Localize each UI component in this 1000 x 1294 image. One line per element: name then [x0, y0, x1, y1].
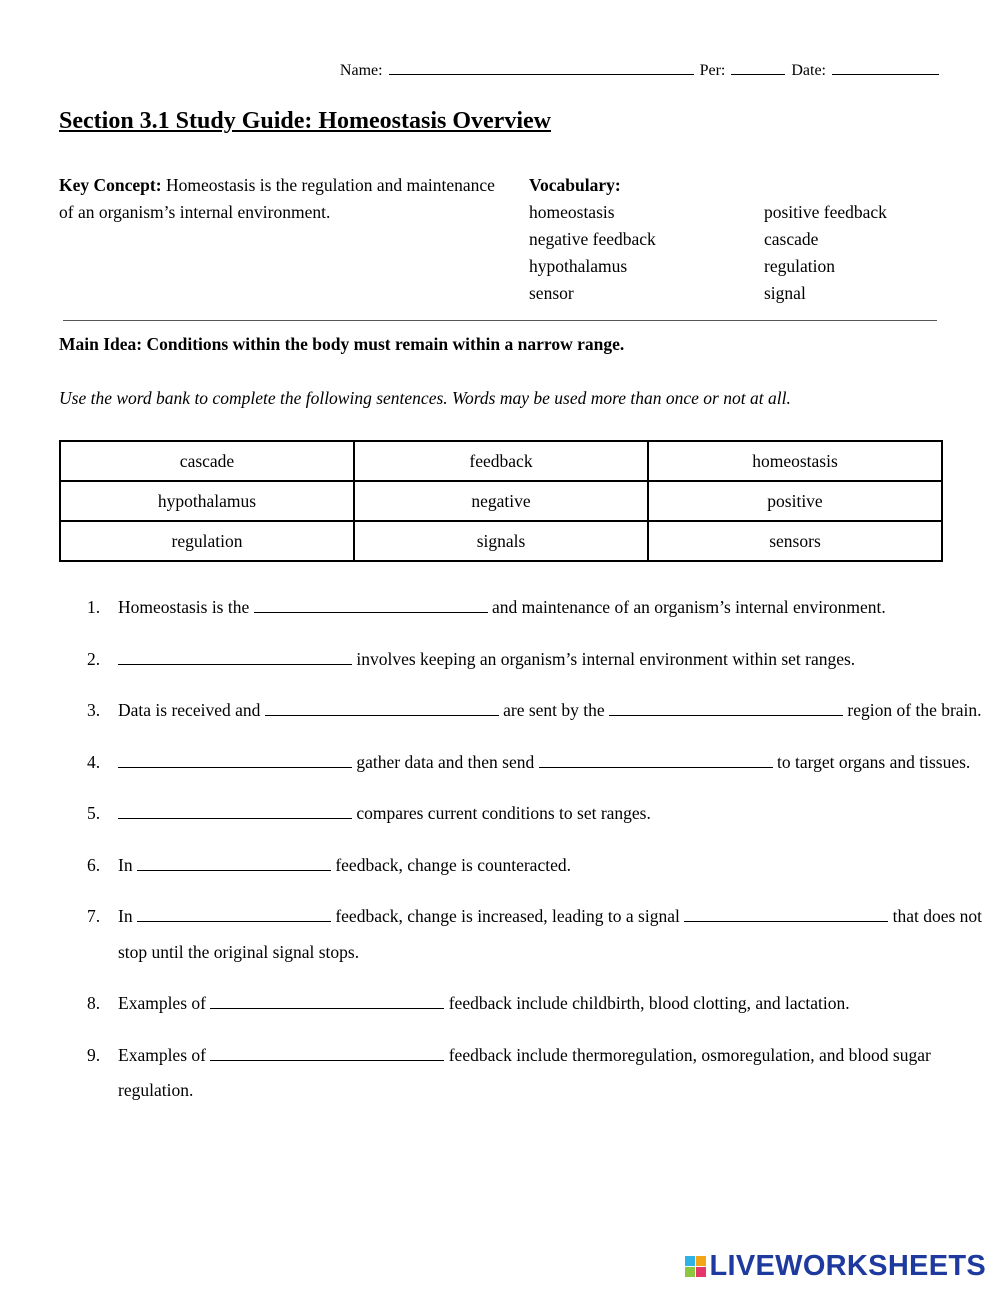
- logo-square-icon: [685, 1267, 695, 1277]
- question-text: Examples of: [118, 1044, 211, 1065]
- answer-blank[interactable]: [118, 644, 352, 665]
- question-number: 2.: [87, 648, 101, 669]
- answer-blank[interactable]: [539, 747, 773, 768]
- liveworksheets-logo: [685, 1250, 987, 1283]
- question-6: [59, 848, 949, 884]
- answer-blank[interactable]: [254, 592, 488, 613]
- date-field[interactable]: [832, 60, 939, 75]
- question-7: [59, 899, 1000, 970]
- vocab-term: sensor: [529, 283, 574, 303]
- page-title: Section 3.1 Study Guide: Homeostasis Overview: [59, 108, 551, 134]
- word-bank-cell: homeostasis: [648, 441, 942, 481]
- word-bank-cell: feedback: [354, 441, 648, 481]
- vocab-term: positive feedback: [764, 202, 887, 222]
- word-bank-cell: hypothalamus: [60, 481, 354, 521]
- word-bank-cell: regulation: [60, 521, 354, 561]
- question-text: feedback, change is increased, leading to a signal: [330, 906, 685, 926]
- answer-blank[interactable]: [684, 901, 888, 922]
- question-text: feedback include thermoregulation, osmoregulation, and blood sugar regulation.: [118, 1044, 931, 1100]
- answer-blank[interactable]: [210, 1040, 444, 1061]
- date-label: Date:: [791, 62, 826, 79]
- word-bank-row: [60, 441, 942, 481]
- question-2: [59, 642, 949, 678]
- word-bank-row: [60, 481, 942, 521]
- answer-blank[interactable]: [118, 798, 352, 819]
- question-text: Homeostasis is the: [118, 597, 254, 617]
- vocabulary-heading: Vocabulary:: [529, 175, 621, 195]
- question-text: gather data and then send: [352, 751, 539, 772]
- logo-square-icon: [696, 1267, 706, 1277]
- answer-blank[interactable]: [118, 747, 352, 768]
- question-text: to target organs and tissues.: [772, 751, 971, 772]
- question-text: Data is received and: [118, 700, 265, 720]
- answer-blank[interactable]: [210, 988, 444, 1009]
- name-field[interactable]: [389, 60, 694, 75]
- question-number: 3.: [87, 700, 101, 720]
- question-text: In: [118, 906, 137, 926]
- question-number: 4.: [87, 751, 101, 772]
- key-concept-label: Key Concept:: [59, 175, 162, 195]
- question-3: [59, 693, 998, 729]
- liveworksheets-logo-icon: [685, 1256, 706, 1277]
- key-concept: [59, 172, 499, 226]
- word-bank-cell: sensors: [648, 521, 942, 561]
- question-number: 1.: [87, 597, 101, 617]
- word-bank-cell: positive: [648, 481, 942, 521]
- logo-text: LIVEWORKSHEETS: [709, 1250, 986, 1282]
- instructions: Use the word bank to complete the following sentences. Words may be used more than once or not at all.: [59, 388, 791, 408]
- student-info-line: [0, 60, 941, 80]
- vocabulary-list: [529, 199, 964, 307]
- question-1: [59, 590, 898, 626]
- word-bank-cell: signals: [354, 521, 648, 561]
- question-text: feedback include childbirth, blood clotting, and lactation.: [444, 993, 850, 1013]
- question-9: [59, 1038, 978, 1109]
- question-text: feedback, change is counteracted.: [330, 854, 571, 875]
- question-8: [59, 986, 949, 1022]
- period-field[interactable]: [731, 60, 785, 75]
- vocab-term: signal: [764, 283, 806, 303]
- question-5: [59, 796, 949, 832]
- word-bank-cell: cascade: [60, 441, 354, 481]
- period-label: Per:: [699, 62, 726, 79]
- vocab-term: negative feedback: [529, 229, 656, 249]
- vocab-term: regulation: [764, 256, 835, 276]
- question-text: region of the brain.: [843, 700, 982, 720]
- vocab-term: cascade: [764, 229, 819, 249]
- logo-square-icon: [685, 1256, 695, 1266]
- question-number: 7.: [87, 906, 101, 926]
- main-idea: Main Idea: Conditions within the body must remain within a narrow range.: [59, 334, 625, 354]
- answer-blank[interactable]: [137, 901, 331, 922]
- word-bank-row: [60, 521, 942, 561]
- question-text: and maintenance of an organism’s internal environment.: [487, 597, 886, 617]
- word-bank-cell: negative: [354, 481, 648, 521]
- vocab-term: homeostasis: [529, 202, 615, 222]
- question-number: 6.: [87, 854, 101, 875]
- question-text: In: [118, 854, 137, 875]
- question-list: [59, 590, 983, 1125]
- vocab-term: hypothalamus: [529, 256, 628, 276]
- question-number: 8.: [87, 993, 101, 1013]
- question-4: [59, 745, 998, 781]
- question-text: involves keeping an organism’s internal environment within set ranges.: [352, 648, 856, 669]
- divider: [63, 320, 937, 321]
- answer-blank[interactable]: [609, 695, 843, 716]
- question-text: Examples of: [118, 993, 211, 1013]
- name-label: Name:: [339, 62, 383, 79]
- logo-square-icon: [696, 1256, 706, 1266]
- question-text: compares current conditions to set ranges.: [352, 803, 651, 823]
- answer-blank[interactable]: [265, 695, 499, 716]
- word-bank-table: [59, 440, 943, 562]
- key-concept-text: Homeostasis is the regulation and maintenance of an organism’s internal environment.: [59, 175, 495, 222]
- answer-blank[interactable]: [137, 850, 331, 871]
- question-number: 5.: [87, 803, 101, 823]
- question-text: that does not stop until the original signal stops.: [118, 906, 983, 962]
- question-text: are sent by the: [498, 700, 610, 720]
- question-number: 9.: [87, 1044, 101, 1065]
